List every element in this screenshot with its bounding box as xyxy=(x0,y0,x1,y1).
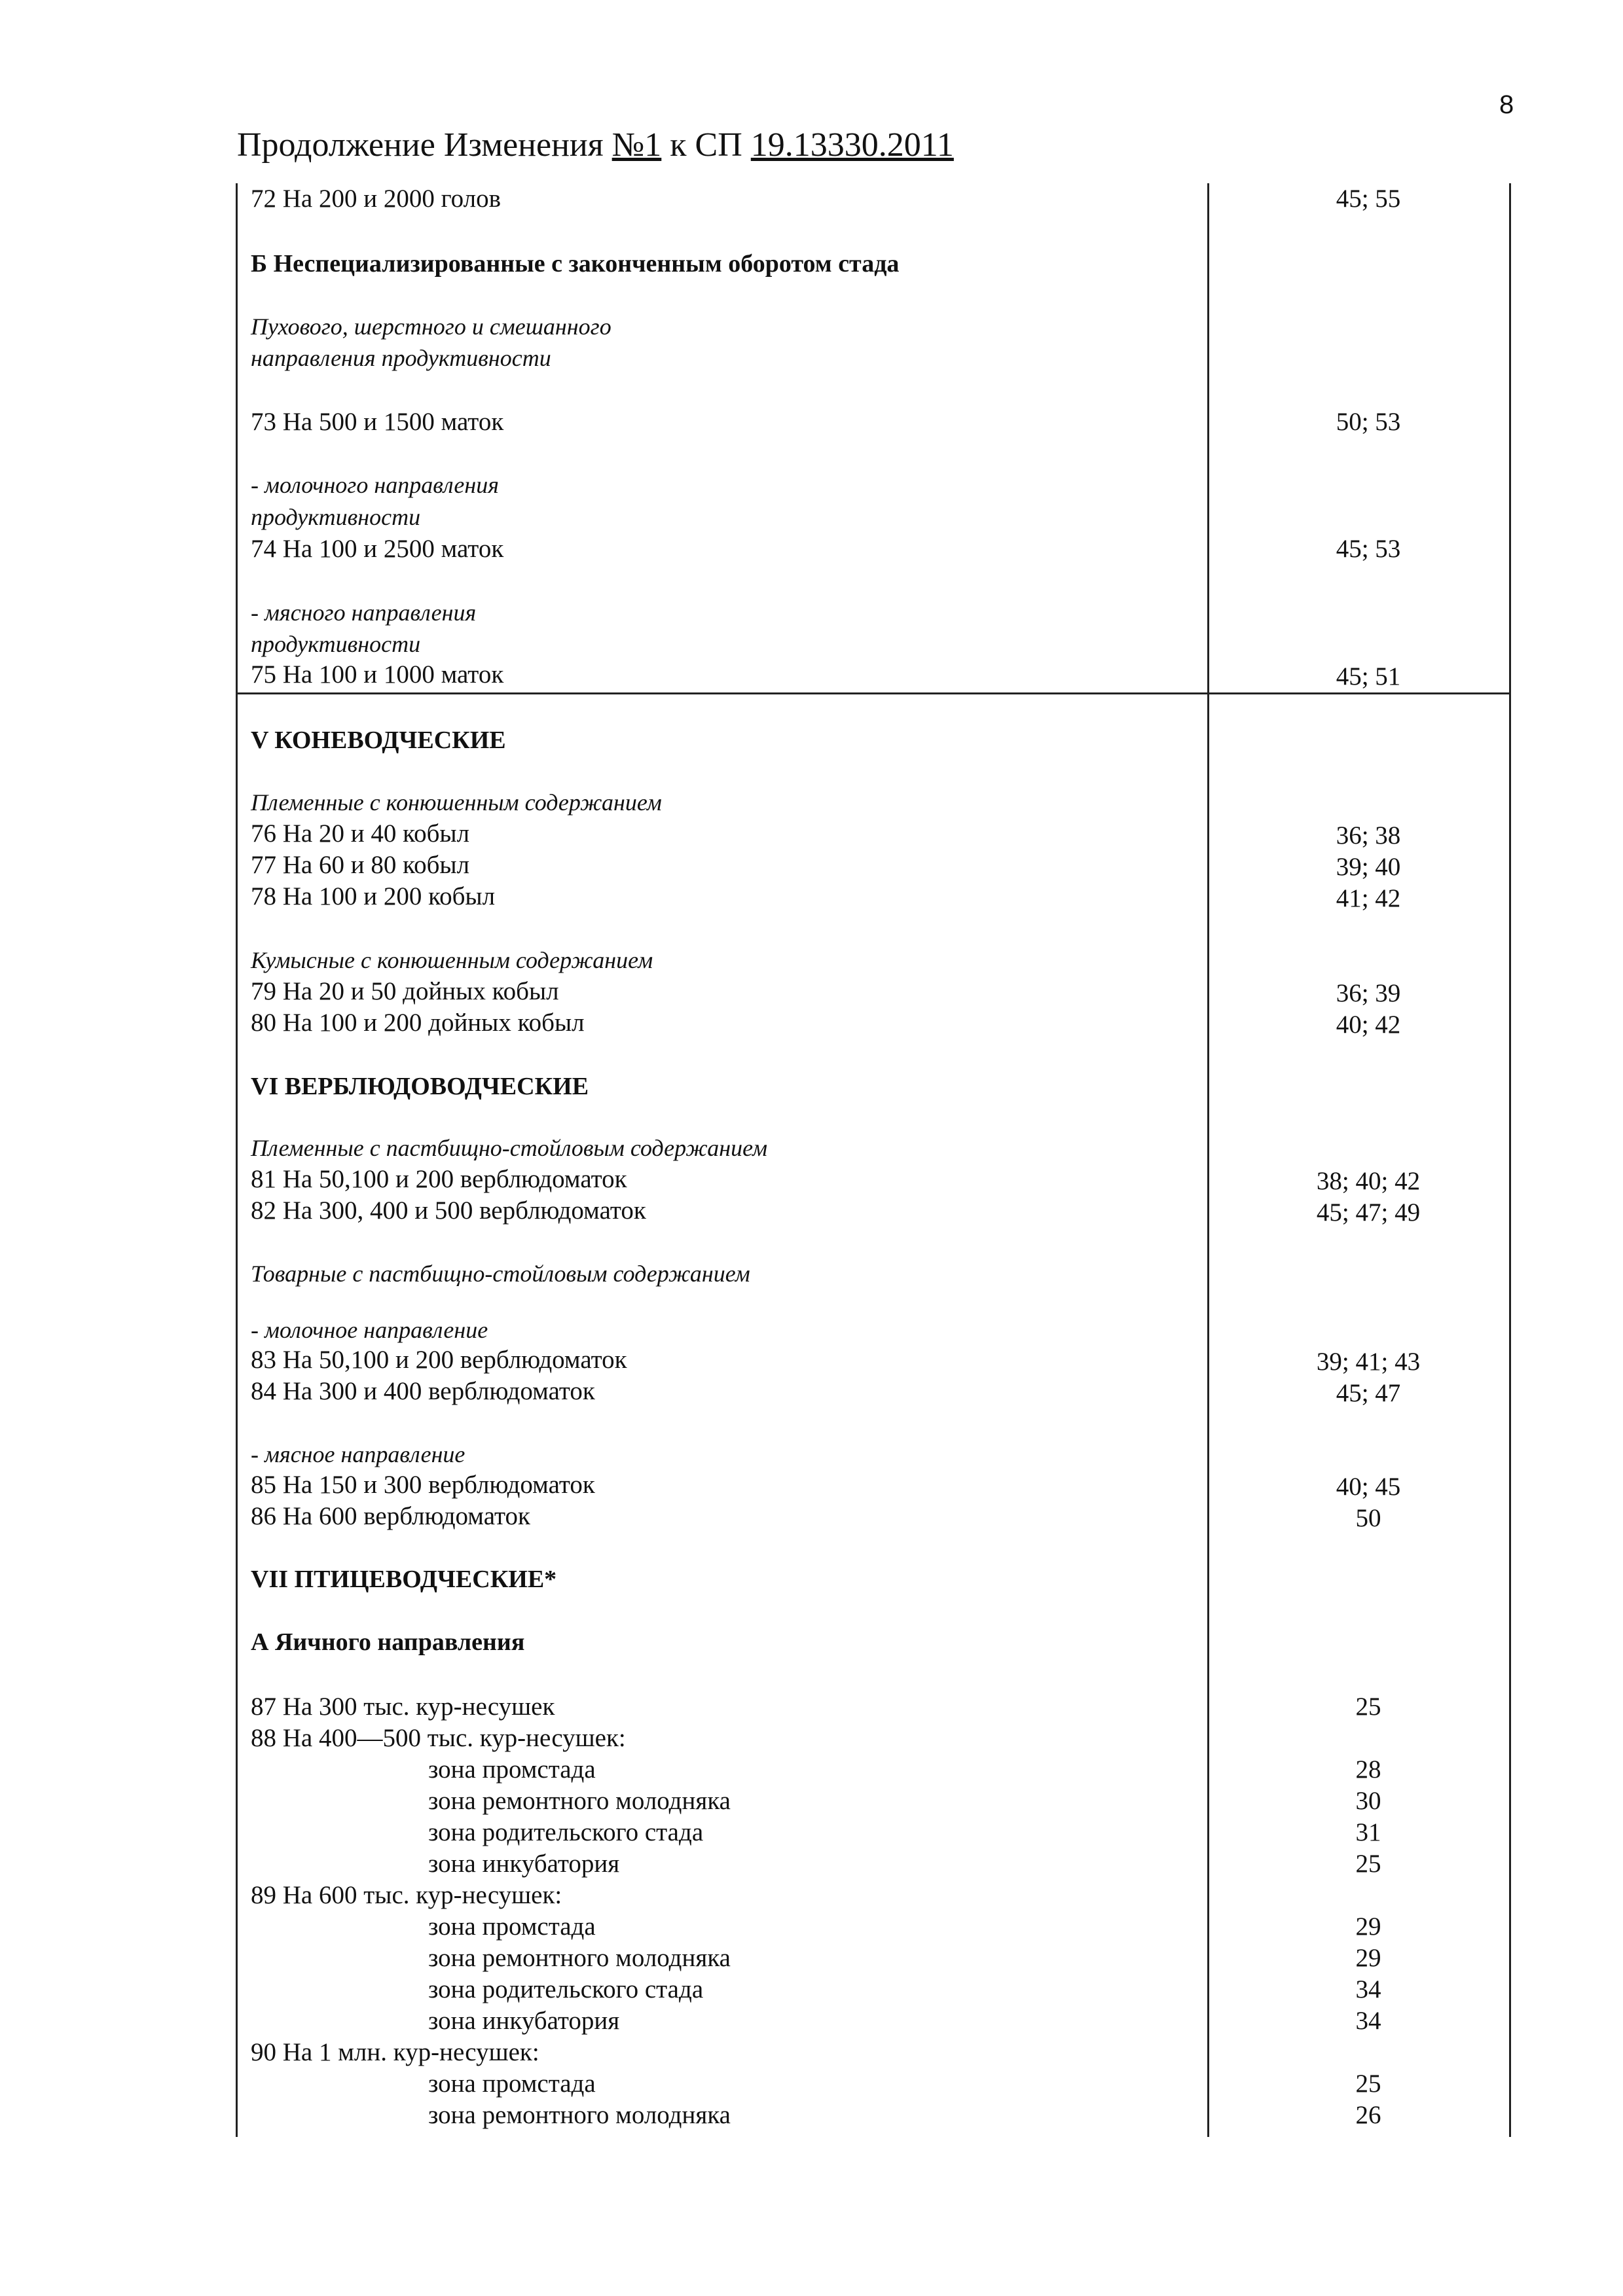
table-cell-label: 87 На 300 тыс. кур-несушек xyxy=(251,1693,555,1721)
table-cell-value: 41; 42 xyxy=(1336,884,1401,912)
header-prefix: Продолжение Изменения xyxy=(237,126,612,164)
table-cell-label: 84 На 300 и 400 верблюдоматок xyxy=(251,1377,595,1405)
table-cell-label: 83 На 50,100 и 200 верблюдоматок xyxy=(251,1346,627,1374)
section-heading: А Яичного направления xyxy=(251,1628,525,1656)
table-cell-value: 25 xyxy=(1355,2070,1381,2098)
table-cell-label: 85 На 150 и 300 верблюдоматок xyxy=(251,1471,595,1499)
table-border-left xyxy=(236,183,238,2137)
subsection-heading: Товарные с пастбищно-стойловым содержанием xyxy=(251,1261,750,1287)
table-cell-label: 78 На 100 и 200 кобыл xyxy=(251,882,496,910)
table-column-divider xyxy=(1207,183,1209,2137)
table-cell-value: 39; 40 xyxy=(1336,853,1401,881)
table-cell-value: 30 xyxy=(1355,1787,1381,1815)
table-cell-value: 39; 41; 43 xyxy=(1316,1348,1421,1376)
section-heading: VII ПТИЦЕВОДЧЕСКИЕ* xyxy=(251,1566,557,1593)
table-cell-label: 77 На 60 и 80 кобыл xyxy=(251,851,470,879)
table-cell-label: 73 На 500 и 1500 маток xyxy=(251,408,504,436)
header-middle: к СП xyxy=(661,126,751,164)
subsection-heading: направления продуктивности xyxy=(251,345,551,371)
table-cell-label: зона родительского стада xyxy=(428,1975,704,2003)
subsection-heading: Племенные с конюшенным содержанием xyxy=(251,789,662,816)
subsection-heading: - мясное направление xyxy=(251,1441,465,1467)
table-cell-label: 74 На 100 и 2500 маток xyxy=(251,535,504,563)
subsection-heading: продуктивности xyxy=(251,504,421,530)
table-cell-value: 29 xyxy=(1355,1912,1381,1941)
header-number: №1 xyxy=(611,126,662,164)
table-cell-label: 90 На 1 млн. кур-несушек: xyxy=(251,2038,539,2066)
header-code: 19.13330.2011 xyxy=(750,126,954,164)
table-cell-label: зона ремонтного молодняка xyxy=(428,2101,731,2129)
table-cell-value: 45; 51 xyxy=(1336,662,1401,691)
table-cell-value: 50; 53 xyxy=(1336,408,1401,436)
table-cell-value: 45; 53 xyxy=(1336,535,1401,563)
table-cell-label: 86 На 600 верблюдоматок xyxy=(251,1502,531,1530)
subsection-heading: - молочное направление xyxy=(251,1317,488,1343)
table-cell-value: 25 xyxy=(1355,1850,1381,1878)
section-heading: VI ВЕРБЛЮДОВОДЧЕСКИЕ xyxy=(251,1073,589,1100)
table-cell-value: 28 xyxy=(1355,1755,1381,1784)
table-cell-label: зона инкубатория xyxy=(428,2007,620,2035)
page-number: 8 xyxy=(1499,90,1514,119)
table-cell-label: 88 На 400—500 тыс. кур-несушек: xyxy=(251,1724,626,1752)
table-cell-value: 29 xyxy=(1355,1944,1381,1972)
table-cell-label: зона промстада xyxy=(428,2070,596,2098)
table-cell-value: 25 xyxy=(1355,1693,1381,1721)
table-cell-label: 80 На 100 и 200 дойных кобыл xyxy=(251,1009,585,1037)
table-cell-label: зона инкубатория xyxy=(428,1850,620,1878)
table-cell-label: зона промстада xyxy=(428,1912,596,1941)
table-cell-value: 36; 38 xyxy=(1336,821,1401,850)
table-cell-value: 34 xyxy=(1355,2007,1381,2035)
table-cell-label: 82 На 300, 400 и 500 верблюдоматок xyxy=(251,1196,646,1225)
section-heading: Б Неспециализированные с законченным оборотом стада xyxy=(251,250,900,278)
table-cell-label: 75 На 100 и 1000 маток xyxy=(251,660,504,689)
table-cell-label: зона ремонтного молодняка xyxy=(428,1944,731,1972)
document-header xyxy=(237,126,954,164)
table-cell-value: 26 xyxy=(1355,2101,1381,2129)
table-cell-label: 79 На 20 и 50 дойных кобыл xyxy=(251,977,559,1005)
subsection-heading: Кумысные с конюшенным содержанием xyxy=(251,947,653,973)
table-cell-value: 45; 47 xyxy=(1336,1379,1401,1407)
table-cell-label: зона родительского стада xyxy=(428,1818,704,1846)
table-border-right xyxy=(1509,183,1511,2137)
subsection-heading: Пухового, шерстного и смешанного xyxy=(251,314,611,340)
table-cell-label: 81 На 50,100 и 200 верблюдоматок xyxy=(251,1165,627,1193)
subsection-heading: - мясного направления xyxy=(251,600,477,626)
table-cell-value: 31 xyxy=(1355,1818,1381,1846)
table-cell-label: 72 На 200 и 2000 голов xyxy=(251,185,501,213)
section-heading: V КОНЕВОДЧЕСКИЕ xyxy=(251,726,506,754)
table-cell-value: 40; 45 xyxy=(1336,1473,1401,1501)
table-cell-value: 50 xyxy=(1355,1504,1381,1532)
table-cell-label: 89 На 600 тыс. кур-несушек: xyxy=(251,1881,562,1909)
table-cell-value: 40; 42 xyxy=(1336,1011,1401,1039)
subsection-heading: - молочного направления xyxy=(251,472,500,498)
table-cell-value: 45; 55 xyxy=(1336,185,1401,213)
table-cell-label: зона ремонтного молодняка xyxy=(428,1787,731,1815)
table-cell-value: 34 xyxy=(1355,1975,1381,2003)
subsection-heading: продуктивности xyxy=(251,631,421,657)
table-row-separator xyxy=(236,692,1511,694)
table-cell-label: 76 На 20 и 40 кобыл xyxy=(251,819,470,848)
table-cell-value: 36; 39 xyxy=(1336,979,1401,1007)
table-cell-value: 45; 47; 49 xyxy=(1316,1198,1421,1227)
table-cell-label: зона промстада xyxy=(428,1755,596,1784)
table-cell-value: 38; 40; 42 xyxy=(1316,1167,1421,1195)
subsection-heading: Племенные с пастбищно-стойловым содержанием xyxy=(251,1135,768,1161)
